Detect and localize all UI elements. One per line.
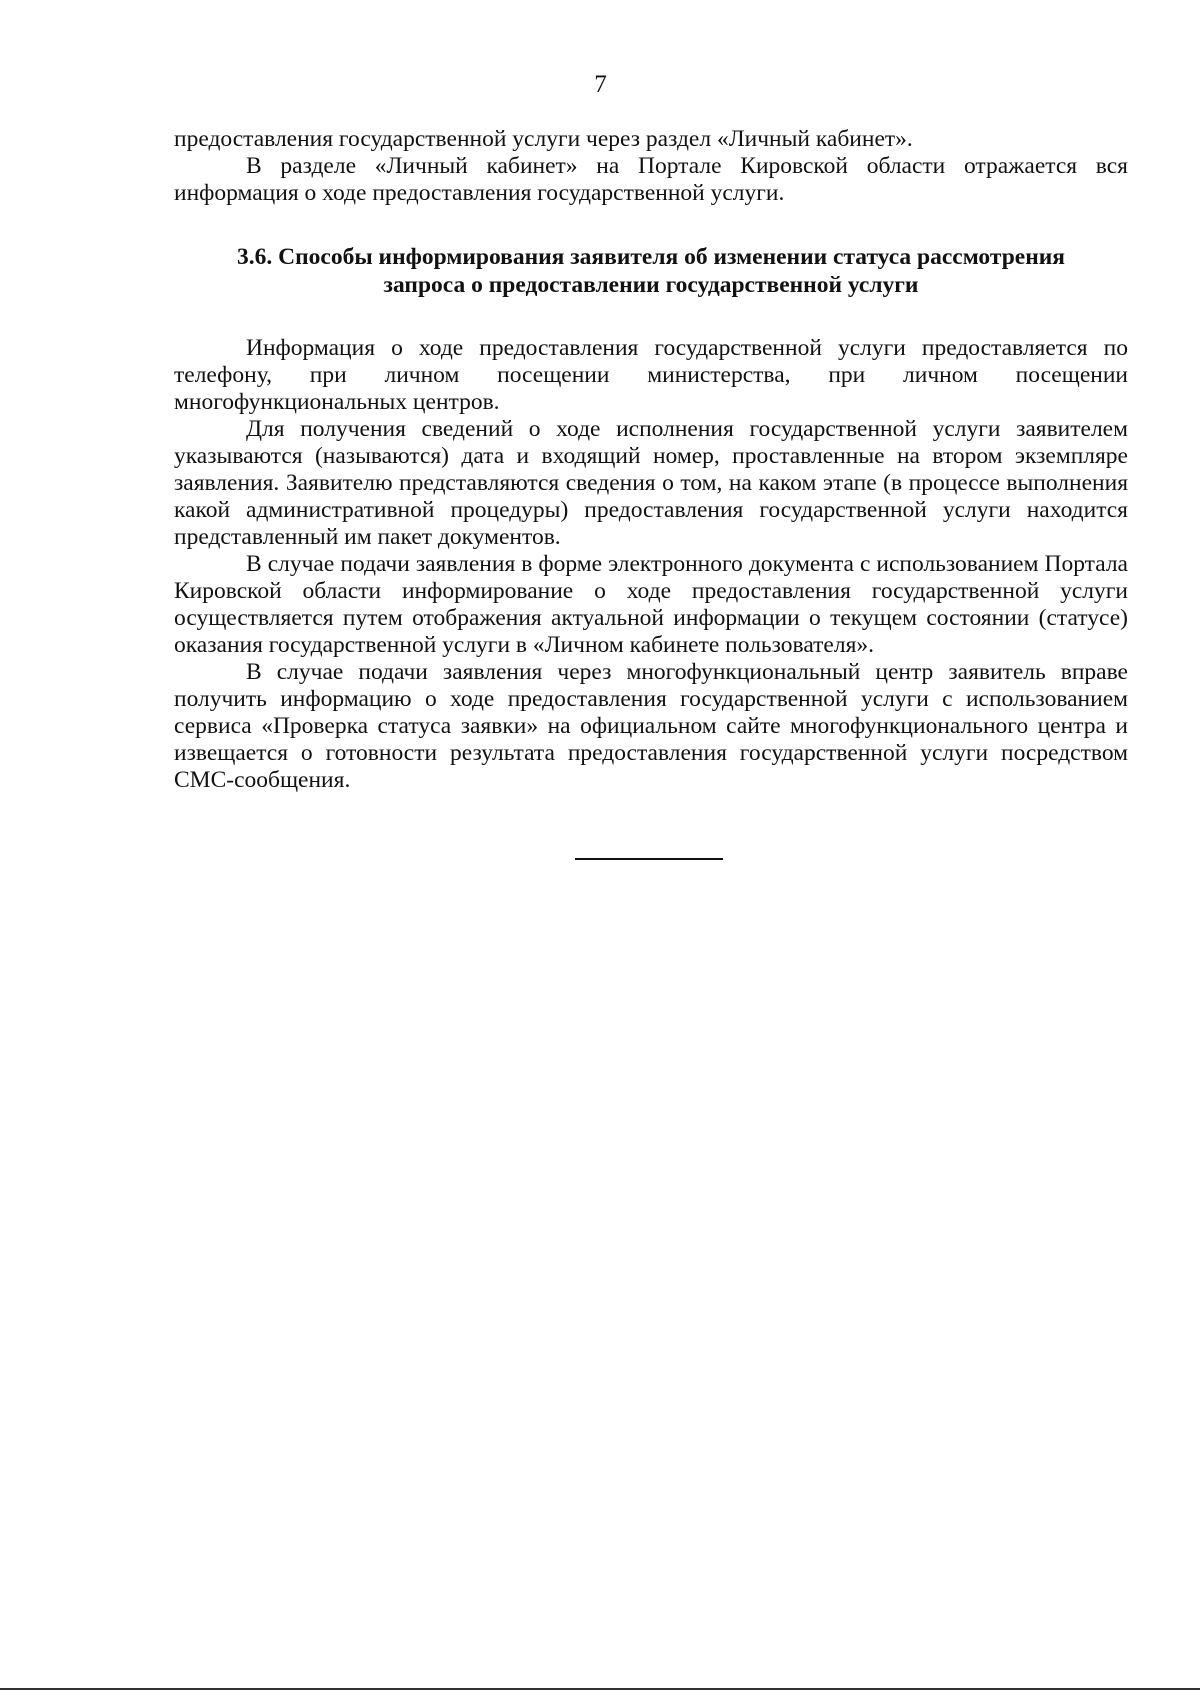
paragraph-electronic-document: В случае подачи заявления в форме электронного документа с использованием Портала Кировской области информирование о ходе предоставления государственной услуги осуществляется путем отображения актуальной информации о текущем состоянии (статусе) оказания государственной услуги в «Личном кабинете пользователя». xyxy=(174,551,1128,658)
paragraph-personal-cabinet: В разделе «Личный кабинет» на Портале Кировской области отражается вся информация о ходе предоставления государственной услуги. xyxy=(174,153,1128,206)
section-heading xyxy=(174,243,1128,299)
end-separator-line xyxy=(575,858,723,860)
paragraph-information: Информация о ходе предоставления государственной услуги предоставляется по телефону, при личном посещении министерства, при личном посещении многофункциональных центров. xyxy=(174,335,1128,415)
section-heading-line-2: запроса о предоставлении государственной услуги xyxy=(383,272,919,298)
paragraph-mfc: В случае подачи заявления через многофункциональный центр заявитель вправе получить информацию о ходе предоставления государственной услуги с использованием сервиса «Проверка статуса заявки» на официальном сайте многофункционального центра и извещается о готовности результата предоставления государственной услуги посредством СМС-сообщения. xyxy=(174,659,1128,793)
paragraph-status-request: Для получения сведений о ходе исполнения государственной услуги заявителем указываются (называются) дата и входящий номер, проставленные на втором экземпляре заявления. Заявителю представляются сведения о том, на каком этапе (в процессе выполнения какой административной процедуры) предоставления государственной услуги находится представленный им пакет документов. xyxy=(174,416,1128,550)
document-body xyxy=(174,126,1128,794)
section-heading-line-1: 3.6. Способы информирования заявителя об изменении статуса рассмотрения xyxy=(237,244,1065,270)
paragraph-continuation: предоставления государственной услуги через раздел «Личный кабинет». xyxy=(174,126,913,152)
page-number: 7 xyxy=(594,71,607,98)
scan-bottom-edge xyxy=(0,1688,1200,1690)
